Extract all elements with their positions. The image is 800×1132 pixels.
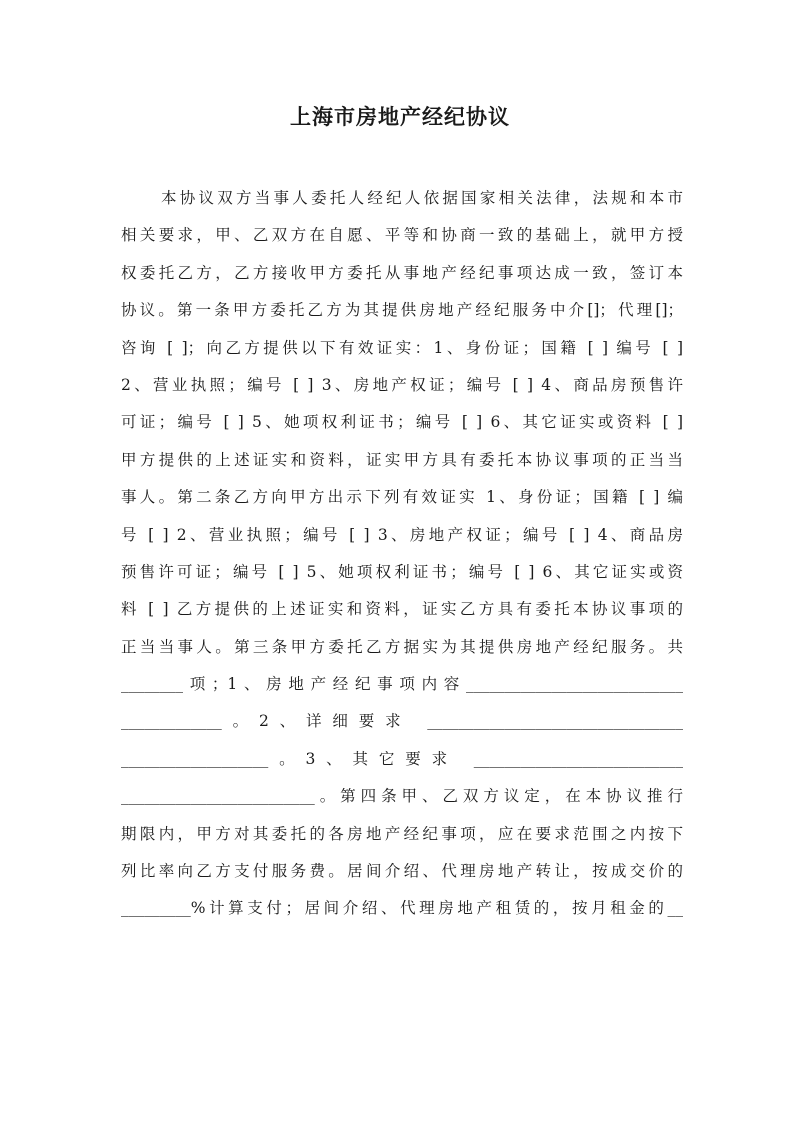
- body-line: _________________________。第四条甲、乙双方议定，在本协议推行: [121, 787, 683, 806]
- body-line: _________%计算支付；居间介绍、代理房地产租赁的，按月租金的__: [121, 899, 683, 918]
- body-line: 期限内，甲方对其委托的各房地产经纪事项，应在要求范围之内按下: [121, 824, 683, 843]
- body-line: 甲方提供的上述证实和资料，证实甲方具有委托本协议事项的正当当: [121, 450, 683, 469]
- document-title: 上海市房地产经纪协议: [290, 104, 510, 129]
- body-line: 正当当事人。第三条甲方委托乙方据实为其提供房地产经纪服务。共: [121, 637, 683, 656]
- body-line: 可证；编号 [ ] 5、她项权利证书；编号 [ ] 6、其它证实或资料 [ ]: [121, 413, 683, 432]
- body-line: 预售许可证；编号 [ ] 5、她项权利证书；编号 [ ] 6、其它证实或资: [121, 562, 683, 581]
- body-line: 料 [ ] 乙方提供的上述证实和资料，证实乙方具有委托本协议事项的: [121, 600, 683, 619]
- body-line: 相关要求，甲、乙双方在自愿、平等和协商一致的基础上，就甲方授: [121, 226, 683, 245]
- body-line: 列比率向乙方支付服务费。居间介绍、代理房地产转让，按成交价的: [121, 862, 683, 881]
- body-line: 协议。第一条甲方委托乙方为其提供房地产经纪服务中介[]；代理[]；: [121, 301, 683, 320]
- body-line: 号 [ ] 2、营业执照；编号 [ ] 3、房地产权证；编号 [ ] 4、商品房: [121, 525, 683, 544]
- body-line: ________项；1、房地产经纪事项内容____________________________: [121, 675, 683, 694]
- body-line: 本协议双方当事人委托人经纪人依据国家相关法律，法规和本市: [161, 189, 683, 207]
- body-line: 权委托乙方，乙方接收甲方委托从事地产经纪事项达成一致，签订本: [121, 263, 683, 282]
- body-line: _____________。2、详细要求 _________________________________: [121, 712, 683, 731]
- body-line: 2、营业执照；编号 [ ] 3、房地产权证；编号 [ ] 4、商品房预售许: [121, 375, 683, 394]
- body-line: ___________________。3、其它要求 ___________________________: [121, 749, 683, 768]
- body-line: 咨询 [ ]；向乙方提供以下有效证实：1、身份证；国籍 [ ] 编号 [ ]: [121, 338, 683, 357]
- document-body: [121, 180, 683, 928]
- body-line: 事人。第二条乙方向甲方出示下列有效证实 1、身份证；国籍 [ ] 编: [121, 488, 683, 507]
